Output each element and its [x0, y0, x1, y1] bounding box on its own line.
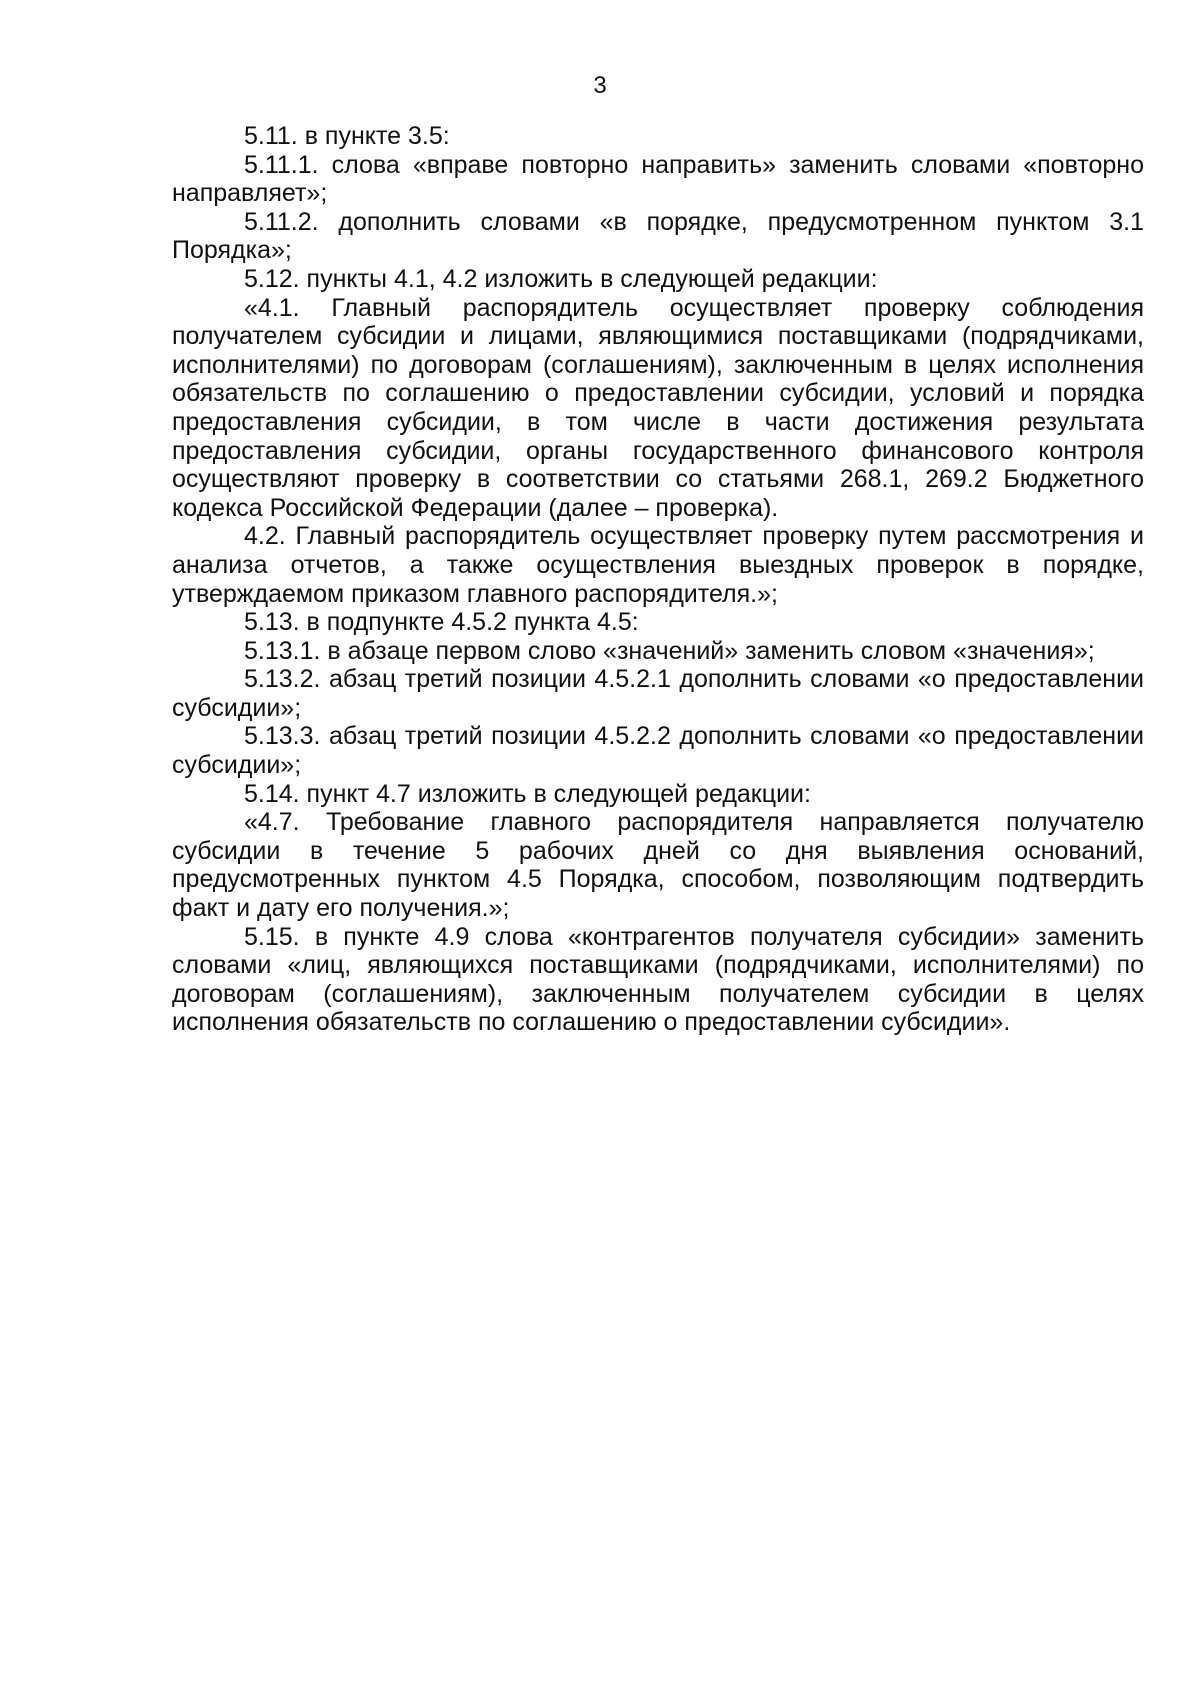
paragraph-4-2: 4.2. Главный распорядитель осуществляет проверку путем рассмотрения и анализа отчетов, а также осуществления выездных проверок в порядке, утверждаемом приказом главного распорядителя.»; — [172, 522, 1144, 608]
paragraph-5-11-2: 5.11.2. дополнить словами «в порядке, предусмотренном пунктом 3.1 Порядка»; — [172, 207, 1144, 265]
document-body — [172, 122, 1144, 1037]
paragraph-5-13-2: 5.13.2. абзац третий позиции 4.5.2.1 дополнить словами «о предоставлении субсидии»; — [172, 665, 1144, 722]
paragraph-5-13-3: 5.13.3. абзац третий позиции 4.5.2.2 дополнить словами «о предоставлении субсидии»; — [172, 722, 1144, 780]
paragraph-5-13: 5.13. в подпункте 4.5.2 пункта 4.5: — [244, 608, 639, 637]
page-number: 3 — [593, 72, 607, 99]
paragraph-5-13-1: 5.13.1. в абзаце первом слово «значений» заменить словом «значения»; — [244, 636, 1095, 665]
paragraph-4-7: «4.7. Требование главного распорядителя направляется получателю субсидии в течение 5 рабочих дней со дня выявления оснований, предусмотренных пунктом 4.5 Порядка, способом, позволяющим подтвердить факт и дату его получения.»; — [172, 808, 1144, 923]
paragraph-5-11: 5.11. в пункте 3.5: — [244, 122, 450, 150]
paragraph-4-1: «4.1. Главный распорядитель осуществляет проверку соблюдения получателем субсидии и лицами, являющимися поставщиками (подрядчиками, исполнителями) по договорам (соглашениям), заключенным в целях исполнения обязательств по соглашению о предоставлении субсидии, условий и порядка предоставления субсидии, в том числе в части достижения результата предоставления субсидии, органы государственного финансового контроля осуществляют проверку в соответствии со статьями 268.1, 269.2 Бюджетного кодекса Российской Федерации (далее – проверка). — [172, 293, 1144, 522]
paragraph-5-15: 5.15. в пункте 4.9 слова «контрагентов получателя субсидии» заменить словами «лиц, являющихся поставщиками (подрядчиками, исполнителями) по договорам (соглашениям), заключенным получателем субсидии в целях исполнения обязательств по соглашению о предоставлении субсидии». — [172, 922, 1144, 1037]
paragraph-5-12: 5.12. пункты 4.1, 4.2 изложить в следующей редакции: — [244, 264, 878, 293]
paragraph-5-11-1: 5.11.1. слова «вправе повторно направить» заменить словами «повторно направляет»; — [172, 150, 1144, 208]
paragraph-5-14: 5.14. пункт 4.7 изложить в следующей редакции: — [244, 779, 811, 808]
